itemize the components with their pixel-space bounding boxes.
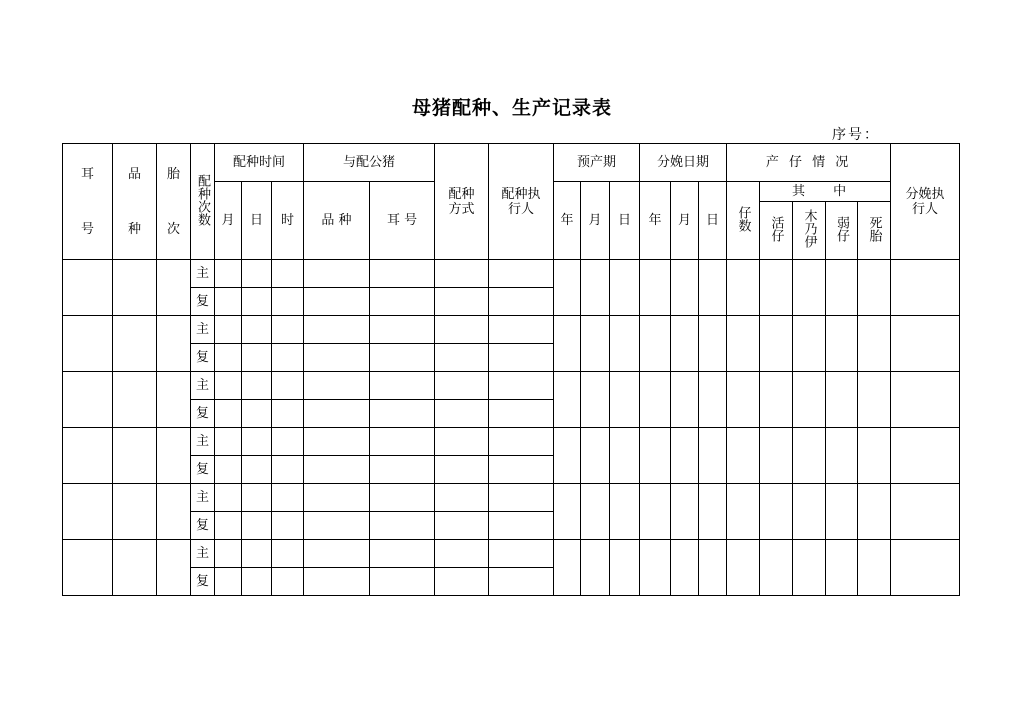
record-cell xyxy=(215,540,242,568)
header-birth-status: 产 仔 情 况 xyxy=(727,144,891,182)
record-cell xyxy=(610,260,640,316)
record-cell xyxy=(891,260,960,316)
header-farrow-executor: 分娩执行人 xyxy=(891,144,960,260)
record-cell xyxy=(554,540,581,596)
record-cell xyxy=(242,316,272,344)
record-cell xyxy=(304,428,370,456)
record-cell xyxy=(435,344,489,372)
record-cell xyxy=(157,372,191,428)
record-cell xyxy=(727,372,760,428)
header-boar-ear: 耳 号 xyxy=(370,182,435,260)
record-cell xyxy=(272,316,304,344)
row-label-repeat: 复 xyxy=(191,400,215,428)
record-cell xyxy=(640,316,671,372)
record-cell xyxy=(891,428,960,484)
record-rows xyxy=(63,260,960,596)
header-due-year: 年 xyxy=(554,182,581,260)
header-breed: 品 种 xyxy=(113,144,157,260)
record-cell xyxy=(215,316,242,344)
record-cell xyxy=(891,540,960,596)
row-label-primary: 主 xyxy=(191,260,215,288)
record-cell xyxy=(581,260,610,316)
record-cell xyxy=(215,512,242,540)
record-cell xyxy=(671,540,699,596)
record-cell xyxy=(435,288,489,316)
record-cell xyxy=(113,484,157,540)
header-litter-count: 仔数 xyxy=(727,182,760,260)
record-cell xyxy=(858,540,891,596)
record-cell xyxy=(554,372,581,428)
record-cell xyxy=(489,260,554,288)
table-row xyxy=(63,260,960,288)
record-cell xyxy=(435,484,489,512)
record-cell xyxy=(242,456,272,484)
header-farrow-month: 月 xyxy=(671,182,699,260)
record-cell xyxy=(304,512,370,540)
record-cell xyxy=(554,260,581,316)
record-cell xyxy=(581,540,610,596)
row-label-primary: 主 xyxy=(191,484,215,512)
record-cell xyxy=(489,400,554,428)
record-cell xyxy=(370,344,435,372)
record-cell xyxy=(370,400,435,428)
header-farrow-year: 年 xyxy=(640,182,671,260)
record-cell xyxy=(640,540,671,596)
table-row xyxy=(63,484,960,512)
record-cell xyxy=(304,456,370,484)
record-cell xyxy=(272,288,304,316)
header-due-date: 预产期 xyxy=(554,144,640,182)
record-cell xyxy=(554,316,581,372)
record-cell xyxy=(610,372,640,428)
record-cell xyxy=(581,372,610,428)
record-cell xyxy=(760,260,793,316)
record-cell xyxy=(113,372,157,428)
record-cell xyxy=(272,512,304,540)
record-cell xyxy=(435,428,489,456)
record-cell xyxy=(671,372,699,428)
header-due-month: 月 xyxy=(581,182,610,260)
table-row xyxy=(63,540,960,568)
record-cell xyxy=(554,428,581,484)
record-cell xyxy=(242,540,272,568)
row-label-primary: 主 xyxy=(191,316,215,344)
record-cell xyxy=(891,372,960,428)
record-cell xyxy=(793,540,826,596)
header-hour: 时 xyxy=(272,182,304,260)
record-cell xyxy=(272,568,304,596)
record-cell xyxy=(304,316,370,344)
record-cell xyxy=(435,316,489,344)
record-cell xyxy=(699,428,727,484)
row-label-primary: 主 xyxy=(191,540,215,568)
record-cell xyxy=(489,484,554,512)
record-cell xyxy=(435,260,489,288)
record-cell xyxy=(489,316,554,344)
header-mating-count: 配种次数 xyxy=(191,144,215,260)
record-cell xyxy=(370,568,435,596)
row-label-repeat: 复 xyxy=(191,568,215,596)
record-cell xyxy=(554,484,581,540)
record-cell xyxy=(760,372,793,428)
record-cell xyxy=(826,316,858,372)
record-cell xyxy=(370,428,435,456)
header-alive: 活仔 xyxy=(760,202,793,260)
row-label-primary: 主 xyxy=(191,372,215,400)
record-cell xyxy=(272,260,304,288)
header-mating-time: 配种时间 xyxy=(215,144,304,182)
record-cell xyxy=(581,316,610,372)
record-cell xyxy=(157,316,191,372)
record-cell xyxy=(891,316,960,372)
record-cell xyxy=(489,428,554,456)
record-cell xyxy=(727,428,760,484)
record-cell xyxy=(489,540,554,568)
row-label-repeat: 复 xyxy=(191,288,215,316)
record-cell xyxy=(489,288,554,316)
record-cell xyxy=(727,484,760,540)
record-cell xyxy=(215,372,242,400)
record-cell xyxy=(242,372,272,400)
document-title: 母猪配种、生产记录表 xyxy=(411,97,612,119)
record-cell xyxy=(304,344,370,372)
record-cell xyxy=(63,540,113,596)
record-cell xyxy=(370,372,435,400)
record-cell xyxy=(272,400,304,428)
record-cell xyxy=(435,540,489,568)
record-cell xyxy=(489,344,554,372)
header-mating-executor: 配种执行人 xyxy=(489,144,554,260)
record-cell xyxy=(891,484,960,540)
record-cell xyxy=(671,484,699,540)
header-month: 月 xyxy=(215,182,242,260)
record-cell xyxy=(793,372,826,428)
row-label-repeat: 复 xyxy=(191,344,215,372)
record-cell xyxy=(826,260,858,316)
record-cell xyxy=(63,484,113,540)
header-boar-breed: 品 种 xyxy=(304,182,370,260)
record-cell xyxy=(858,260,891,316)
record-cell xyxy=(370,540,435,568)
record-cell xyxy=(435,372,489,400)
header-weak: 弱仔 xyxy=(826,202,858,260)
record-cell xyxy=(272,540,304,568)
record-cell xyxy=(63,372,113,428)
record-cell xyxy=(215,428,242,456)
record-cell xyxy=(63,316,113,372)
record-cell xyxy=(157,484,191,540)
header-day: 日 xyxy=(242,182,272,260)
record-cell xyxy=(272,344,304,372)
header-mummy: 木乃伊 xyxy=(793,202,826,260)
header-farrow-day: 日 xyxy=(699,182,727,260)
record-cell xyxy=(793,428,826,484)
record-cell xyxy=(610,316,640,372)
record-cell xyxy=(793,316,826,372)
record-table xyxy=(62,143,960,596)
table-row xyxy=(63,316,960,344)
record-cell xyxy=(610,540,640,596)
record-cell xyxy=(610,484,640,540)
record-cell xyxy=(157,428,191,484)
record-cell xyxy=(242,568,272,596)
record-cell xyxy=(242,344,272,372)
header-ear-number: 耳 号 xyxy=(63,144,113,260)
record-cell xyxy=(699,260,727,316)
row-label-primary: 主 xyxy=(191,428,215,456)
record-cell xyxy=(304,540,370,568)
record-cell xyxy=(113,260,157,316)
header-parity: 胎 次 xyxy=(157,144,191,260)
header-mating-method: 配种方式 xyxy=(435,144,489,260)
row-label-repeat: 复 xyxy=(191,512,215,540)
header-of-which: 其 中 xyxy=(760,182,891,202)
record-cell xyxy=(826,372,858,428)
record-cell xyxy=(304,484,370,512)
header-boar: 与配公猪 xyxy=(304,144,435,182)
record-cell xyxy=(370,260,435,288)
table-row xyxy=(63,428,960,456)
record-cell xyxy=(699,540,727,596)
record-cell xyxy=(304,288,370,316)
record-cell xyxy=(793,260,826,316)
record-cell xyxy=(489,456,554,484)
record-cell xyxy=(370,316,435,344)
record-cell xyxy=(272,484,304,512)
record-cell xyxy=(304,372,370,400)
record-cell xyxy=(581,428,610,484)
record-cell xyxy=(113,428,157,484)
record-cell xyxy=(215,456,242,484)
record-cell xyxy=(671,316,699,372)
header-farrow-date: 分娩日期 xyxy=(640,144,727,182)
record-cell xyxy=(304,260,370,288)
record-cell xyxy=(727,540,760,596)
record-cell xyxy=(699,484,727,540)
record-cell xyxy=(370,456,435,484)
record-cell xyxy=(671,260,699,316)
record-cell xyxy=(435,400,489,428)
record-cell xyxy=(113,316,157,372)
record-cell xyxy=(727,260,760,316)
record-cell xyxy=(435,568,489,596)
record-cell xyxy=(435,456,489,484)
record-cell xyxy=(242,428,272,456)
serial-number-label: 序号： xyxy=(832,127,880,143)
header-stillborn: 死胎 xyxy=(858,202,891,260)
record-cell xyxy=(727,316,760,372)
record-cell xyxy=(858,484,891,540)
record-cell xyxy=(272,372,304,400)
record-cell xyxy=(272,428,304,456)
record-cell xyxy=(215,288,242,316)
record-cell xyxy=(242,288,272,316)
record-cell xyxy=(63,428,113,484)
record-cell xyxy=(826,428,858,484)
table-row xyxy=(63,372,960,400)
record-cell xyxy=(489,372,554,400)
record-cell xyxy=(858,372,891,428)
record-cell xyxy=(640,484,671,540)
record-cell xyxy=(304,400,370,428)
record-cell xyxy=(157,540,191,596)
record-cell xyxy=(242,484,272,512)
record-cell xyxy=(640,372,671,428)
record-cell xyxy=(610,428,640,484)
record-cell xyxy=(826,540,858,596)
record-cell xyxy=(242,260,272,288)
record-cell xyxy=(113,540,157,596)
record-cell xyxy=(760,428,793,484)
record-cell xyxy=(793,484,826,540)
record-cell xyxy=(215,484,242,512)
record-cell xyxy=(215,400,242,428)
record-cell xyxy=(640,260,671,316)
record-cell xyxy=(370,512,435,540)
record-cell xyxy=(63,260,113,316)
row-label-repeat: 复 xyxy=(191,456,215,484)
record-cell xyxy=(858,316,891,372)
record-cell xyxy=(370,288,435,316)
record-cell xyxy=(242,512,272,540)
record-cell xyxy=(699,316,727,372)
record-cell xyxy=(157,260,191,316)
record-cell xyxy=(826,484,858,540)
record-cell xyxy=(671,428,699,484)
record-cell xyxy=(581,484,610,540)
record-cell xyxy=(489,512,554,540)
record-cell xyxy=(272,456,304,484)
record-cell xyxy=(215,568,242,596)
record-cell xyxy=(640,428,671,484)
record-cell xyxy=(435,512,489,540)
record-cell xyxy=(489,568,554,596)
record-cell xyxy=(699,372,727,428)
record-cell xyxy=(760,484,793,540)
record-cell xyxy=(215,344,242,372)
record-cell xyxy=(858,428,891,484)
record-cell xyxy=(760,540,793,596)
record-cell xyxy=(242,400,272,428)
record-cell xyxy=(215,260,242,288)
record-cell xyxy=(760,316,793,372)
record-cell xyxy=(304,568,370,596)
header-due-day: 日 xyxy=(610,182,640,260)
record-cell xyxy=(370,484,435,512)
